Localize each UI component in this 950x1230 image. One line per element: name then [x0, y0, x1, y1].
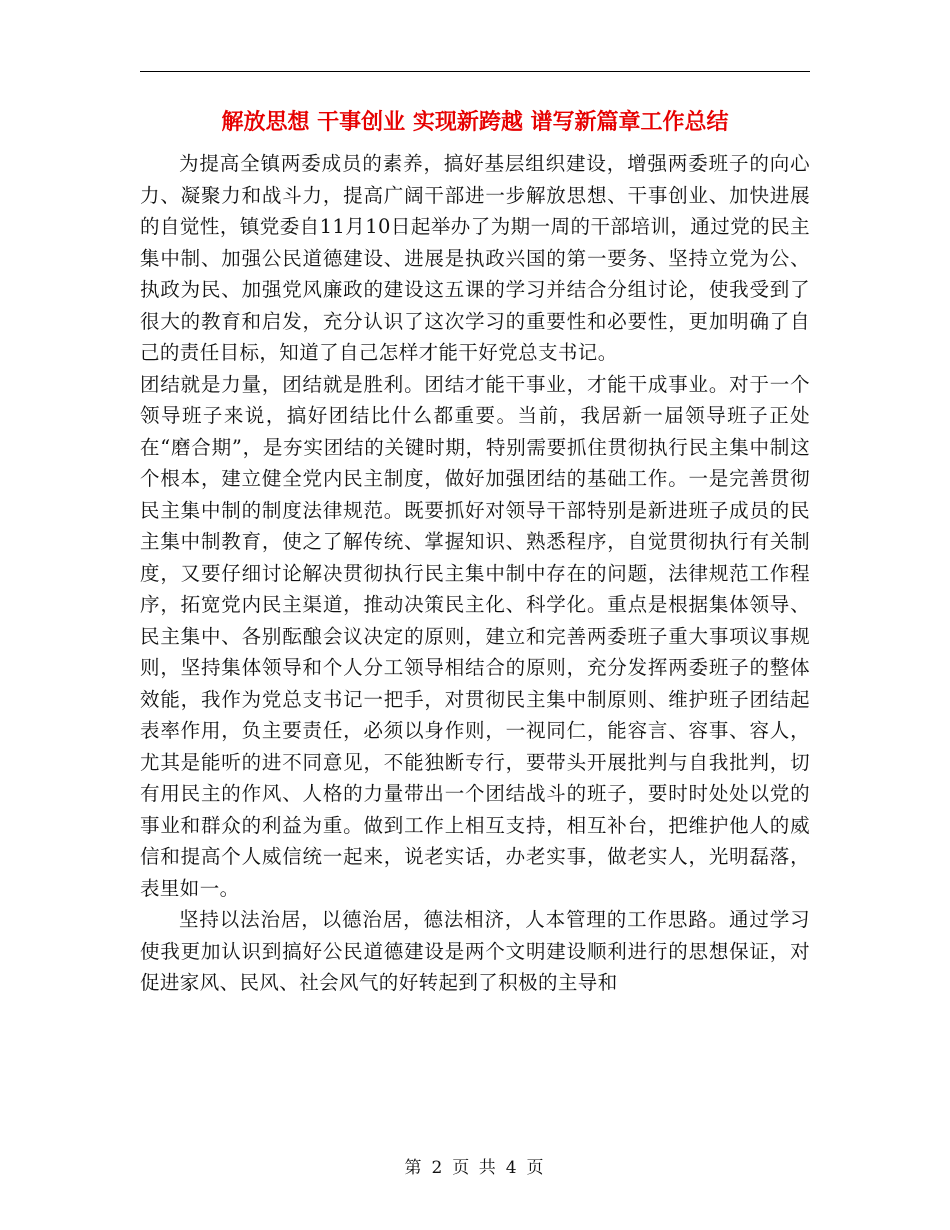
footer-page-number: 2 [431, 1158, 445, 1178]
paragraph-3: 坚持以法治居，以德治居，德法相济，人本管理的工作思路。通过学习使我更加认识到搞好公民道德建设是两个文明建设顺利进行的思想保证，对促进家风、民风、社会风气的好转起到了积极的主导和 [140, 908, 810, 994]
footer-total-pages: 4 [505, 1158, 519, 1178]
document-body [140, 148, 810, 999]
paragraph-1: 为提高全镇两委成员的素养，搞好基层组织建设，增强两委班子的向心力、凝聚力和战斗力，提高广阔干部进一步解放思想、干事创业、加快进展的自觉性，镇党委自11月10日起举办了为期一周的干部培训，通过党的民主集中制、加强公民道德建设、进展是执政兴国的第一要务、坚持立党为公、执政为民、加强党风廉政的建设这五课的学习并结合分组讨论，使我受到了很大的教育和启发，充分认识了这次学习的重要性和必要性，更加明确了自己的责任目标，知道了自己怎样才能干好党总支书记。 [140, 152, 810, 364]
document-title: 解放思想 干事创业 实现新跨越 谱写新篇章工作总结 [221, 110, 729, 135]
header-rule [140, 71, 810, 72]
footer-suffix: 页 [526, 1158, 546, 1178]
paragraph-2: 团结就是力量，团结就是胜利。团结才能干事业，才能干成事业。对于一个领导班子来说，搞好团结比什么都重要。当前，我居新一届领导班子正处在“磨合期”，是夯实团结的关键时期，特别需要抓住贯彻执行民主集中制这个根本，建立健全党内民主制度，做好加强团结的基础工作。一是完善贯彻民主集中制的制度法律规范。既要抓好对领导干部特别是新进班子成员的民主集中制教育，使之了解传统、掌握知识、熟悉程序，自觉贯彻执行有关制度，又要仔细讨论解决贯彻执行民主集中制中存在的问题，法律规范工作程序，拓宽党内民主渠道，推动决策民主化、科学化。重点是根据集体领导、民主集中、各别酝酿会议决定的原则，建立和完善两委班子重大事项议事规则，坚持集体领导和个人分工领导相结合的原则，充分发挥两委班子的整体效能，我作为党总支书记一把手，对贯彻民主集中制原则、维护班子团结起表率作用，负主要责任，必须以身作则，一视同仁，能容言、容事、容人，尤其是能听的进不同意见，不能独断专行，要带头开展批判与自我批判，切有用民主的作风、人格的力量带出一个团结战斗的班子，要时时处处以党的事业和群众的利益为重。做到工作上相互支持，相互补台，把维护他人的威信和提高个人威信统一起来，说老实话，办老实事，做老实人，光明磊落，表里如一。 [140, 372, 810, 900]
footer-prefix: 第 [404, 1158, 424, 1178]
page-footer [0, 1153, 950, 1178]
footer-middle: 页 共 [452, 1158, 498, 1178]
